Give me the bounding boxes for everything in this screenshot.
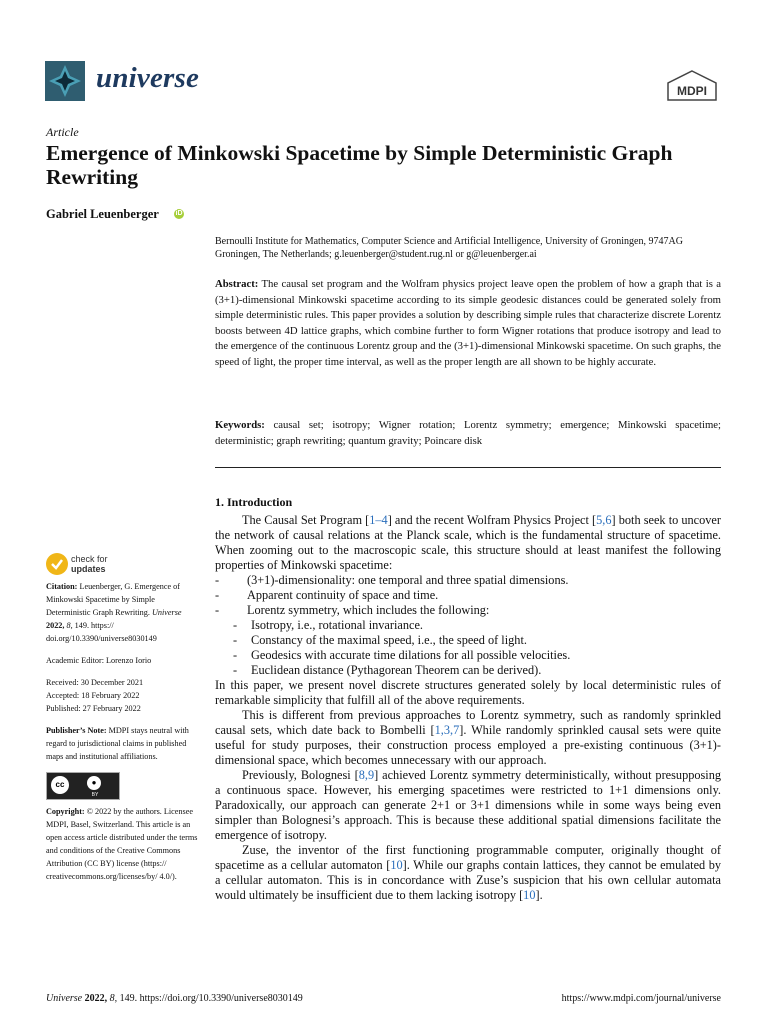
keywords	[215, 418, 721, 449]
keywords-label: Keywords:	[215, 419, 265, 431]
section-heading: 1. Introduction	[215, 495, 293, 509]
paper-title: Emergence of Minkowski Spacetime by Simple Deterministic Graph Rewriting	[46, 141, 673, 189]
citation-link[interactable]: 10	[390, 858, 403, 872]
universe-logo-icon	[45, 61, 85, 101]
check-for-updates-button[interactable]	[46, 553, 146, 577]
mdpi-logo-text: MDPI	[677, 84, 707, 98]
section-divider	[215, 467, 721, 468]
academic-editor: Academic Editor: Lorenzo Iorio	[46, 656, 152, 665]
citation-link[interactable]: 8,9	[358, 768, 375, 782]
footer-journal-url[interactable]: https://www.mdpi.com/journal/universe	[561, 993, 721, 1004]
orcid-icon[interactable]: iD	[175, 210, 183, 217]
paragraph: The Causal Set Program [1–4] and the recent Wolfram Physics Project [5,6] both seek to uncover the network of causal relations at the Planck scale, which is the fundamental structure of spacetime. When zooming out to the macroscopic scale, this structure should at least manifest the following properties of Minkowski spacetime:	[215, 513, 721, 572]
list-item: - (3+1)-dimensionality: one temporal and three spatial dimensions.	[215, 573, 569, 587]
check-updates-icon	[46, 553, 68, 575]
check-updates-label: check for updates	[71, 554, 108, 574]
mdpi-logo-icon[interactable]	[666, 70, 718, 102]
list-item: - Apparent continuity of space and time.	[215, 588, 439, 602]
sub-list-item: - Euclidean distance (Pythagorean Theorem can be derived).	[233, 663, 542, 677]
sub-list-item: - Isotropy, i.e., rotational invariance.	[233, 618, 423, 632]
cc-by-license-icon[interactable]: cc ● BY	[46, 772, 120, 800]
article-type: Article	[46, 125, 79, 139]
dates: Received: 30 December 2021 Accepted: 18 February 2022 Published: 27 February 2022	[46, 678, 144, 713]
abstract-label: Abstract:	[215, 278, 259, 290]
abstract	[215, 277, 721, 370]
citation-link[interactable]: 1–4	[369, 513, 388, 527]
copyright-info: Copyright: © 2022 by the authors. Licensee MDPI, Basel, Switzerland. This article is an open access article distributed under the terms and conditions of the Creative Commons Attribution (CC BY) license (https:// creativecommons.org/licenses/by/ 4.0/).	[46, 807, 198, 881]
citation-link[interactable]: 10	[523, 888, 536, 902]
paragraph: Previously, Bolognesi [8,9] achieved Lorentz symmetry deterministically, without presupposing a continuous space. However, his emerging spacetimes were restricted to 1+1 dimensions only. Paradoxically, our approach can generate 2+1 or 3+1 dimensions while in some ways being even simpler than Bolognesi’s approach. This is because these additional spatial dimensions facilitate the emergence of isotropy.	[215, 768, 722, 842]
paragraph: This is different from previous approaches to Lorentz symmetry, such as randomly sprinkled causal sets, which date back to Bombelli [1,3,7]. While randomly sprinkled causal sets were quite useful for study purposes, their construction process employed a pre-existing continuous (3+1)-dimensional space, which becomes unnecessary with our approach.	[215, 708, 721, 767]
abstract-text: The causal set program and the Wolfram physics project leave open the problem of how a graph that is a (3+1)-dimensional Minkowski spacetime according to its simple geodesic distances could be generated solely from simple deterministic rules. This paper provides a solution by describing simple rules that characterize discrete Lorentz boosts between 4D lattice graphs, which combine further to form Wigner rotations that produce isotropy and lead to the emergence of the continuous Lorentz group and the (3+1)-dimensional Minkowski spacetime. On such graphs, the speed of light, the proper time interval, as well as the proper length are all shown to be highly accurate.	[215, 278, 722, 368]
paragraph: In this paper, we present novel discrete structures generated solely by local deterministic rules of remarkable simplicity that fulfill all of the above requirements.	[215, 678, 721, 707]
article-sidebar	[46, 580, 198, 892]
paragraph: Zuse, the inventor of the first functioning programmable computer, originally thought of spacetime as a cellular automaton [10]. While our graphs contain lattices, they cannot be emulated by a cellular automaton. This is in concordance with Zuse’s suspicion that his own cellular automata would ultimately be insufficient due to them lacking isotropy [10].	[215, 843, 721, 902]
publishers-note: Publisher’s Note: MDPI stays neutral with regard to jurisdictional claims in published maps and institutional affiliations.	[46, 726, 189, 761]
citation-link[interactable]: 5,6	[596, 513, 612, 527]
author-name: Gabriel Leuenberger	[46, 207, 159, 221]
affiliation: Bernoulli Institute for Mathematics, Computer Science and Artificial Intelligence, University of Groningen, 9747AG Groningen, The Netherlands; g.leuenberger@student.rug.nl or g@leuenberger.ai	[215, 236, 683, 260]
keywords-text: causal set; isotropy; Wigner rotation; Lorentz symmetry; emergence; Minkowski spacetime; deterministic; graph rewriting; quantum gravity; Poincare disk	[215, 419, 721, 447]
list-item: - Lorentz symmetry, which includes the following:	[215, 603, 490, 617]
citation-info: Citation: Leuenberger, G. Emergence of Minkowski Spacetime by Simple Deterministic Graph Rewriting. Universe 2022, 8, 149. https:// doi.org/10.3390/universe8030149	[46, 582, 182, 643]
sub-list-item: - Constancy of the maximal speed, i.e., the speed of light.	[233, 633, 527, 647]
sub-list-item: - Geodesics with accurate time dilations for all possible velocities.	[233, 648, 571, 662]
journal-name: universe	[96, 62, 200, 94]
intro-body	[215, 513, 721, 903]
attribution-icon: ●	[87, 776, 101, 790]
citation-link[interactable]: 1,3,7	[434, 723, 460, 737]
footer-citation: Universe 2022, 8, 149. https://doi.org/10.3390/universe8030149	[46, 993, 303, 1004]
